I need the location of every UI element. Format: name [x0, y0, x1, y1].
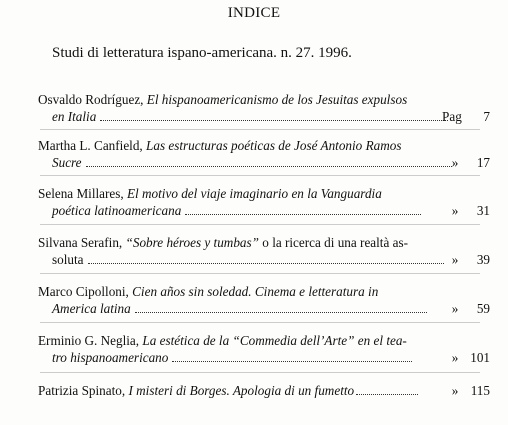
- toc-entry[interactable]: [38, 92, 490, 126]
- entry-author: Silvana Serafin,: [38, 235, 123, 250]
- page-number: 17: [476, 154, 490, 170]
- toc-entry[interactable]: [38, 138, 490, 172]
- entry-title: La estética de la “Commedia dell’Arte” en el tea-: [142, 333, 407, 348]
- page-reference: [442, 155, 490, 172]
- entry-title-continued: America latina: [52, 300, 131, 316]
- entry-author: Osvaldo Rodríguez,: [38, 92, 144, 107]
- entry-author: Marco Cipolloni,: [38, 284, 129, 299]
- divider: [40, 372, 480, 373]
- page-reference: [442, 252, 490, 269]
- page-reference: [442, 203, 490, 220]
- dot-leader: [356, 393, 418, 395]
- page-number: 7: [483, 108, 490, 124]
- toc-entry[interactable]: [38, 235, 490, 269]
- toc-entry[interactable]: [38, 284, 490, 318]
- ditto-mark: »: [451, 202, 459, 218]
- ditto-mark: »: [451, 383, 459, 398]
- dot-leader: [88, 262, 444, 264]
- page-number: 31: [476, 202, 490, 218]
- entry-title-continued: poética latinoamericana: [52, 202, 182, 218]
- divider: [40, 273, 480, 274]
- index-heading: INDICE: [227, 5, 281, 21]
- page-number: 39: [476, 251, 490, 267]
- journal-reference: Studi di letteratura ispano-americana. n. 27. 1996.: [52, 45, 352, 61]
- entry-title-continued: soluta: [52, 251, 84, 267]
- entry-title-plain: o la ricerca di una realtà as-: [262, 235, 409, 250]
- page-number: 115: [470, 383, 490, 398]
- page-number: 101: [470, 349, 490, 365]
- divider: [40, 129, 480, 130]
- ditto-mark: »: [451, 251, 459, 267]
- page-reference: [442, 350, 490, 367]
- divider: [40, 175, 480, 176]
- toc-entry[interactable]: [38, 333, 490, 367]
- divider: [40, 322, 480, 323]
- entry-title: Cien años sin soledad. Cinema e letteratura in: [132, 284, 379, 299]
- dot-leader: [135, 311, 427, 313]
- ditto-mark: »: [451, 154, 459, 170]
- entry-title: El motivo del viaje imaginario en la Vanguardia: [127, 186, 382, 201]
- ditto-mark: »: [451, 349, 459, 365]
- toc-entry[interactable]: [38, 186, 490, 220]
- dot-leader: [100, 119, 448, 121]
- dot-leader: [86, 165, 452, 167]
- entry-author: Martha L. Canfield,: [38, 138, 143, 153]
- entry-title: Las estructuras poéticas de José Antonio Ramos: [146, 138, 402, 153]
- entry-title-continued: en Italia: [52, 108, 97, 124]
- entry-title-continued: Sucre: [52, 154, 82, 170]
- page-reference: [442, 109, 490, 126]
- page-reference: [442, 383, 490, 400]
- entry-author: Erminio G. Neglia,: [38, 333, 140, 348]
- entry-title: “Sobre héroes y tumbas”: [125, 235, 259, 250]
- entry-title-continued: tro hispanoamericano: [52, 349, 169, 365]
- dot-leader: [172, 360, 412, 362]
- divider: [40, 224, 480, 225]
- entry-author: Patrizia Spinato,: [38, 383, 126, 398]
- page-number: 59: [476, 300, 490, 316]
- entry-title: I misteri di Borges. Apologia di un fumetto: [128, 383, 355, 398]
- entry-title: El hispanoamericanismo de los Jesuitas expulsos: [146, 92, 408, 107]
- toc-entry[interactable]: [38, 383, 490, 400]
- entry-author: Selena Millares,: [38, 186, 124, 201]
- page-abbrev: Pag: [442, 108, 462, 124]
- page-reference: [442, 301, 490, 318]
- ditto-mark: »: [451, 300, 459, 316]
- dot-leader: [185, 213, 421, 215]
